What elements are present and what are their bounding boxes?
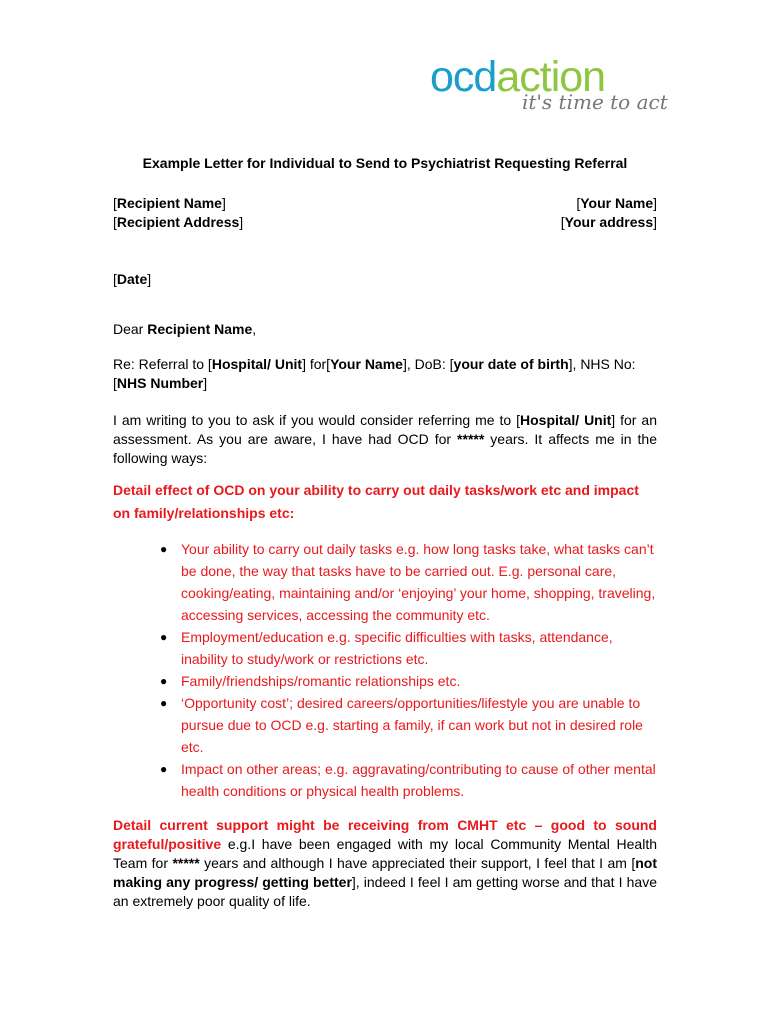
recipient-name: [Recipient Name] — [113, 195, 226, 211]
list-item: ● Your ability to carry out daily tasks e.g. how long tasks take, what tasks can’t be done, the way that tasks have to be carried out. E.g. personal care, cooking/eating, maintaining and/or ‘enjoying’ your home, shopping, traveling, accessing services, accessing the community etc. — [160, 538, 657, 626]
recipient-address: [Recipient Address] — [113, 214, 244, 230]
letter-date: [Date] — [113, 271, 152, 287]
logo-tagline: it's time to act — [522, 90, 668, 114]
list-item: ● ‘Opportunity cost’; desired careers/opportunities/lifestyle you are unable to pursue due to OCD e.g. starting a family, if can work but not in desired role etc. — [160, 692, 657, 758]
bullet-icon: ● — [160, 630, 168, 644]
salutation: Dear Recipient Name, — [113, 321, 257, 337]
sender-address: [Your address] — [560, 214, 657, 230]
logo-wordmark: ocdaction — [430, 53, 606, 101]
ocd-action-logo — [430, 52, 668, 122]
re-line: Re: Referral to [Hospital/ Unit] for[Your Name], DoB: [your date of birth], NHS No: — [113, 356, 636, 372]
nhs-number-line: [NHS Number] — [113, 375, 208, 391]
support-paragraph: Detail current support might be receiving from CMHT etc – good to sound grateful/positive e.g.I have been engaged with my local Community Mental Health Team for ***** years and although I have appreciated their support, I feel that I am [not making any progress/ getting better], indeed I feel I am getting worse and that I have an extremely poor quality of life. — [113, 817, 657, 909]
letter-title: Example Letter for Individual to Send to Psychiatrist Requesting Referral — [142, 155, 628, 171]
bullet-icon: ● — [160, 674, 168, 688]
list-item: ● Family/friendships/romantic relationships etc. — [160, 670, 657, 692]
effects-list — [160, 538, 657, 802]
intro-paragraph: I am writing to you to ask if you would consider referring me to [Hospital/ Unit] for an assessment. As you are aware, I have had OCD for ***** years. It affects me in the following ways: — [113, 412, 657, 466]
bullet-icon: ● — [160, 696, 168, 710]
detail-heading: Detail effect of OCD on your ability to carry out daily tasks/work etc and impact on family/relationships etc: — [113, 482, 639, 521]
bullet-icon: ● — [160, 762, 168, 776]
bullet-icon: ● — [160, 542, 168, 556]
list-item: ● Employment/education e.g. specific difficulties with tasks, attendance, inability to study/work or restrictions etc. — [160, 626, 657, 670]
list-item: ● Impact on other areas; e.g. aggravating/contributing to cause of other mental health conditions or physical health problems. — [160, 758, 657, 802]
sender-name: [Your Name] — [576, 195, 657, 211]
